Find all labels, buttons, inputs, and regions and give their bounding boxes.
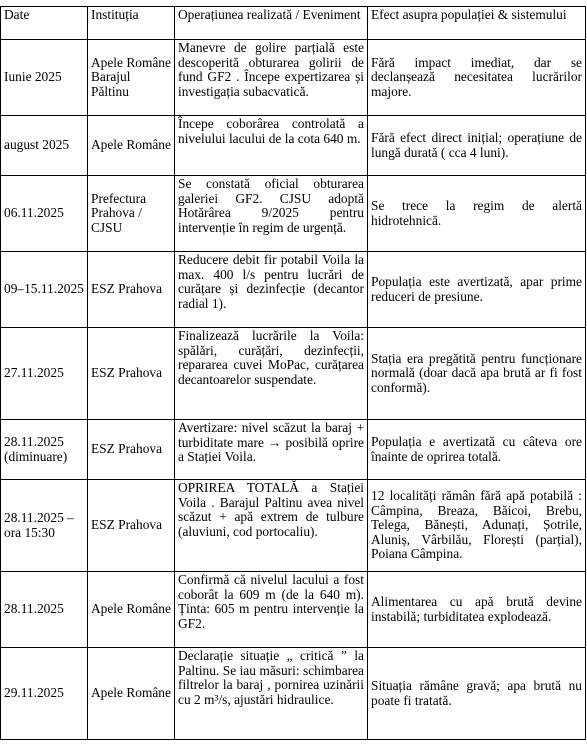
cell-operation: Declarație situație „ critică ” la Paltinu. Se iau măsuri: schimbarea filtrelor la baraj , pornirea uzinării cu 2 m³/s, ajustări hidraulice. [175, 648, 368, 740]
cell-effect: Populația e avertizată cu câteva ore înainte de oprirea totală. [368, 420, 586, 480]
cell-date: august 2025 [1, 116, 88, 176]
timeline-table [0, 6, 586, 740]
table-row [1, 420, 586, 480]
cell-operation: Finalizează lucrările la Voila: spălări, curățări, dezinfecții, repararea cuvei MoPac, curățarea decantoarelor suspendate. [175, 328, 368, 420]
header-date: Date [1, 7, 88, 40]
cell-date: 09–15.11.2025 [1, 252, 88, 328]
cell-effect: Situația rămâne gravă; apa brută nu poate fi tratată. [368, 648, 586, 740]
table-row [1, 116, 586, 176]
cell-date: 06.11.2025 [1, 176, 88, 252]
cell-operation: Începe coborârea controlată a nivelului lacului de la cota 640 m. [175, 116, 368, 176]
cell-institution: Apele Române [88, 572, 175, 648]
cell-effect: 12 localități rămân fără apă potabilă : Câmpina, Breaza, Băicoi, Brebu, Telega, Bănești, Adunați, Șotrile, Aluniș, Vârbilău, Florești (parțial), Poiana Câmpina. [368, 480, 586, 572]
header-row [1, 7, 586, 40]
cell-operation: Reducere debit fir potabil Voila la max. 400 l/s pentru lucrări de curățare și dezinfecție (decantor radial 1). [175, 252, 368, 328]
cell-institution: Apele Române [88, 648, 175, 740]
cell-institution: ESZ Prahova [88, 480, 175, 572]
cell-effect: Fără efect direct inițial; operațiune de lungă durată ( cca 4 luni). [368, 116, 586, 176]
cell-operation: OPRIREA TOTALĂ a Stației Voila . Barajul Paltinu avea nivel scăzut + apă extrem de tulbure (aluviuni, cod portocaliu). [175, 480, 368, 572]
table-row [1, 252, 586, 328]
cell-institution: ESZ Prahova [88, 252, 175, 328]
cell-institution: Apele Române Barajul Păltinu [88, 40, 175, 116]
table-row [1, 648, 586, 740]
table-row [1, 176, 586, 252]
cell-date: Iunie 2025 [1, 40, 88, 116]
header-effect: Efect asupra populației & sistemului [368, 7, 586, 40]
header-institution: Instituția [88, 7, 175, 40]
cell-date: 27.11.2025 [1, 328, 88, 420]
table-row [1, 480, 586, 572]
cell-date: 28.11.2025 – ora 15:30 [1, 480, 88, 572]
cell-date: 28.11.2025 [1, 572, 88, 648]
cell-effect: Stația era pregătită pentru funcționare normală (doar dacă apa brută ar fi fost conformă). [368, 328, 586, 420]
cell-institution: Prefectura Prahova / CJSU [88, 176, 175, 252]
cell-institution: ESZ Prahova [88, 420, 175, 480]
table-row [1, 328, 586, 420]
cell-effect: Fără impact imediat, dar se declanșează necesitatea lucrărilor majore. [368, 40, 586, 116]
cell-operation: Confirmă că nivelul lacului a fost coborât la 609 m (de la 640 m). Ținta: 605 m pentru intervenție la GF2. [175, 572, 368, 648]
cell-institution: ESZ Prahova [88, 328, 175, 420]
cell-date: 29.11.2025 [1, 648, 88, 740]
cell-operation: Avertizare: nivel scăzut la baraj + turbiditate mare → posibilă oprire a Stației Voila. [175, 420, 368, 480]
cell-operation: Manevre de golire parțială este descoperită obturarea golirii de fund GF2 . Începe expertizarea și investigația subacvatică. [175, 40, 368, 116]
table-row [1, 40, 586, 116]
cell-effect: Se trece la regim de alertă hidrotehnică. [368, 176, 586, 252]
cell-operation: Se constată oficial obturarea galeriei GF2. CJSU adoptă Hotărârea 9/2025 pentru intervenție în regim de urgență. [175, 176, 368, 252]
table-row [1, 572, 586, 648]
cell-effect: Populația este avertizată, apar prime reduceri de presiune. [368, 252, 586, 328]
cell-date: 28.11.2025 (diminuare) [1, 420, 88, 480]
header-operation: Operațiunea realizată / Eveniment [175, 7, 368, 40]
cell-institution: Apele Române [88, 116, 175, 176]
cell-effect: Alimentarea cu apă brută devine instabilă; turbiditatea explodează. [368, 572, 586, 648]
